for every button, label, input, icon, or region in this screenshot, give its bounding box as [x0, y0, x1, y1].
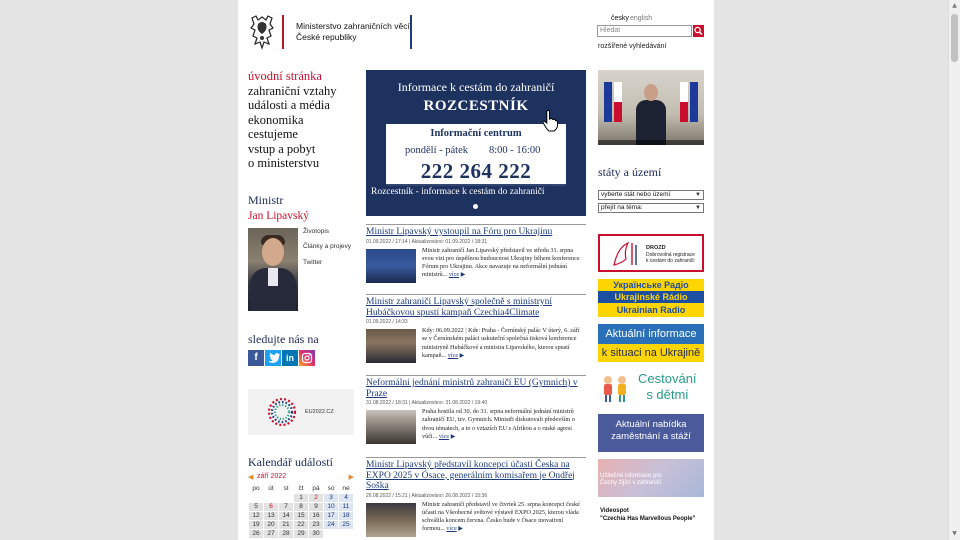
- calendar-day[interactable]: 18: [339, 512, 354, 521]
- calendar-day-header: út: [264, 485, 279, 494]
- eu-presidency-banner[interactable]: [248, 389, 354, 435]
- calendar-day[interactable]: 4: [339, 494, 354, 503]
- calendar-day: [249, 494, 264, 503]
- article-excerpt: Praha hostila od 30. do 31. srpna neformální jednání ministrů zahraničí EU, tzv. Gymnich. Ministři diskutovali především o dvou tématech, a to o vztazích EU s Afrikou a o ruské agresi vůči...: [422, 408, 575, 440]
- read-more-link[interactable]: více: [438, 432, 450, 440]
- drozd-line1: Dobrovolná registrace: [646, 251, 695, 258]
- article-date: 01.09.2022 / 17:14 | Aktualizováno: 01.09.2022 / 18:31: [366, 238, 488, 245]
- calendar-day-header: čt: [294, 485, 309, 494]
- news-article: [366, 224, 586, 280]
- minister-twitter-link[interactable]: Twitter: [303, 259, 323, 266]
- header-blue-divider: [410, 15, 412, 49]
- advanced-search-link[interactable]: rozšířené vyhledávání: [598, 43, 667, 50]
- arrow-right-icon: ▶: [460, 271, 466, 279]
- article-excerpt: Ministr zahraničí představil ve čtvrtek 25. srpna koncepci české účasti na Všeobecné světové výstavě EXPO 2025, kterou vláda schválila koncem června. Česko bude v Ósace inovativní formou...: [422, 500, 580, 533]
- calendar-day[interactable]: 19: [249, 521, 264, 530]
- article-thumbnail[interactable]: [366, 249, 416, 283]
- read-more-link[interactable]: více: [447, 351, 459, 359]
- calendar-next-icon[interactable]: ▶: [348, 474, 354, 481]
- eu2022-label: EU2022.CZ: [305, 409, 334, 415]
- calendar-day[interactable]: 15: [294, 512, 309, 521]
- czechs-abroad-banner[interactable]: [598, 459, 704, 497]
- radio-line-cz: Ukrajinské Rádio: [598, 291, 704, 303]
- country-select-value: vyberte stát nebo území: [601, 191, 671, 198]
- news-article: [366, 294, 586, 360]
- arrow-right-icon: ▶: [458, 525, 464, 533]
- chevron-down-icon: ▼: [695, 205, 701, 211]
- calendar-day[interactable]: 28: [279, 530, 294, 539]
- videospot-title: "Czechia Has Marvellous People": [600, 516, 696, 522]
- states-heading: státy a území: [598, 165, 662, 179]
- slider-info-box: [386, 124, 566, 186]
- calendar-day[interactable]: 23: [309, 521, 324, 530]
- news-article: [366, 375, 586, 441]
- ukraine-info-line2: k situaci na Ukrajině: [598, 344, 704, 362]
- scrollbar-thumb[interactable]: [951, 14, 958, 62]
- article-thumbnail[interactable]: [366, 410, 416, 444]
- radio-line-en: Ukrainian Radio: [598, 304, 704, 316]
- arrow-right-icon: ▶: [459, 351, 465, 359]
- job-line2: zaměstnání a stáží: [611, 431, 691, 442]
- ministry-name-line1: Ministerstvo zahraničních věcí: [296, 21, 410, 31]
- calendar-day: [324, 530, 339, 539]
- drozd-line2: k cestám do zahraničí: [646, 258, 695, 264]
- nav-item-foreign-relations[interactable]: zahraniční vztahy: [248, 83, 337, 98]
- slider-title: Informace k cestám do zahraničí: [397, 80, 555, 94]
- search-button[interactable]: [693, 25, 704, 37]
- calendar-day[interactable]: 1: [294, 494, 309, 503]
- job-offers-banner[interactable]: [598, 414, 704, 452]
- nav-item-about-ministry[interactable]: o ministerstvu: [248, 156, 320, 170]
- calendar-day[interactable]: 5: [249, 503, 264, 512]
- calendar-day[interactable]: 29: [294, 530, 309, 539]
- instagram-icon[interactable]: [299, 350, 315, 366]
- nav-item-travel[interactable]: cestujeme: [248, 127, 298, 141]
- search-icon: [693, 25, 704, 37]
- calendar-day[interactable]: 11: [339, 503, 354, 512]
- minister-cv-link[interactable]: Životopis: [303, 228, 330, 235]
- slider-subtitle: ROZCESTNÍK: [423, 98, 529, 114]
- nav-item-economy[interactable]: ekonomika: [248, 112, 304, 127]
- drozd-title: DROZD: [646, 245, 666, 251]
- calendar-day-header: ne: [339, 485, 354, 494]
- minister-photo[interactable]: [248, 228, 298, 311]
- country-select[interactable]: [598, 190, 704, 200]
- calendar-day[interactable]: 2: [309, 494, 324, 503]
- read-more-link[interactable]: více: [448, 271, 460, 279]
- calendar-day-header: st: [279, 485, 294, 494]
- slider-box-days: pondělí - pátek: [405, 145, 468, 156]
- calendar-grid: [248, 484, 354, 539]
- calendar-day[interactable]: 7: [279, 503, 294, 512]
- linkedin-icon[interactable]: in: [282, 350, 298, 366]
- calendar-day[interactable]: 20: [264, 521, 279, 530]
- calendar-day[interactable]: 22: [294, 521, 309, 530]
- chevron-down-icon: ▼: [695, 192, 701, 198]
- article-title-link[interactable]: Ministr zahraničí Lipavský společně s ministryní Hubáčkovou spustí kampaň Czechia4Climate: [366, 297, 553, 318]
- calendar-day[interactable]: 17: [324, 512, 339, 521]
- calendar-day[interactable]: 13: [264, 512, 279, 521]
- news-article: [366, 457, 586, 534]
- hand-cursor-icon: [542, 110, 558, 132]
- calendar-month-label: září 2022: [257, 473, 287, 480]
- czech-line1: Užitečné informace pro: [600, 473, 662, 479]
- slider-box-phone: 222 264 222: [420, 159, 532, 183]
- calendar-day[interactable]: 25: [339, 521, 354, 530]
- kids-line1: Cestování: [638, 371, 697, 386]
- calendar-heading: Kalendář událostí: [248, 455, 333, 469]
- calendar-day: [279, 494, 294, 503]
- kids-line2: s dětmi: [646, 387, 689, 402]
- article-title-link[interactable]: Neformální jednání ministrů zahraničí EU (Gymnich) v Praze: [366, 378, 578, 399]
- calendar-day[interactable]: 30: [309, 530, 324, 539]
- calendar-day[interactable]: 12: [249, 512, 264, 521]
- article-title-link[interactable]: Ministr Lipavský vystoupil na Fóru pro Ukrajinu: [366, 227, 553, 237]
- calendar-day-header: so: [324, 485, 339, 494]
- page: [238, 0, 714, 540]
- nav-item-entry-residence[interactable]: vstup a pobyt: [248, 141, 316, 156]
- search-input[interactable]: Hledat: [597, 25, 692, 37]
- nav-item-home[interactable]: úvodní stránka: [248, 69, 322, 83]
- main-navigation: [248, 69, 337, 171]
- calendar-month-nav: [248, 473, 354, 483]
- slider-caption[interactable]: Rozcestník - informace k cestám do zahraničí: [366, 184, 586, 204]
- arrow-right-icon: ▶: [450, 432, 456, 440]
- topic-select-value: přejít na téma:: [601, 204, 643, 211]
- videospot-link[interactable]: [600, 507, 695, 523]
- child-icon: [616, 375, 628, 403]
- article-excerpt: Ministr zahraničí Jan Lipavský představil ve středu 31. srpna svou vizi pro úspěšnou budoucnost Ukrajiny během konference Fórum pro Ukrajinu. Akce navazuje na neformální jednání ministrů...: [422, 246, 580, 279]
- job-line1: Aktuální nabídka: [615, 419, 687, 430]
- calendar-day[interactable]: 26: [249, 530, 264, 539]
- ministry-name[interactable]: [296, 21, 410, 43]
- topic-select[interactable]: [598, 203, 704, 213]
- nav-item-events-media[interactable]: události a média: [248, 98, 330, 112]
- page-scrollbar[interactable]: [948, 0, 960, 540]
- coat-of-arms-logo[interactable]: [248, 14, 276, 50]
- eu2022-logo-icon: [262, 392, 302, 432]
- article-thumbnail[interactable]: [366, 503, 416, 537]
- calendar-day[interactable]: 21: [279, 521, 294, 530]
- article-title-link[interactable]: Ministr Lipavský představil koncepci účasti Česka na EXPO 2025 v Ósace, generálním komisařem je Ondřej Soška: [366, 460, 575, 491]
- article-thumbnail[interactable]: [366, 329, 416, 363]
- ministry-name-line2: České republiky: [296, 32, 357, 42]
- calendar-day: [264, 494, 279, 503]
- calendar-prev-icon[interactable]: ◀: [248, 474, 254, 481]
- calendar-day-header: pá: [309, 485, 324, 494]
- calendar-day[interactable]: 10: [324, 503, 339, 512]
- calendar-day[interactable]: 6: [264, 503, 279, 512]
- drozd-banner[interactable]: [598, 234, 704, 272]
- calendar-day: [339, 530, 354, 539]
- calendar-day[interactable]: 27: [264, 530, 279, 539]
- article-date: 31.08.2022 / 18:31 | Aktualizováno: 31.08.2022 / 19:40: [366, 400, 488, 406]
- article-date: 26.08.2022 / 15:21 | Aktualizováno: 26.08.2022 / 15:36: [366, 492, 488, 499]
- calendar-day[interactable]: 24: [324, 521, 339, 530]
- radio-line-ua: Українське Радіо: [598, 279, 704, 291]
- ukraine-info-line1: Aktuální informace: [598, 324, 704, 344]
- ukrainian-radio-banner[interactable]: [598, 279, 704, 317]
- hero-slider[interactable]: [366, 70, 586, 216]
- calendar-day[interactable]: 8: [294, 503, 309, 512]
- calendar-day[interactable]: 3: [324, 494, 339, 503]
- minister-video[interactable]: [598, 70, 704, 145]
- slider-dot[interactable]: [473, 204, 478, 209]
- calendar-day[interactable]: 9: [309, 503, 324, 512]
- lang-czech-link[interactable]: česky: [611, 15, 629, 22]
- article-excerpt: Kdy: 06.09.2022 | Kde: Praha - Černínský palác V úterý, 6. září se v Černínském paláci uskuteční společná tisková konference ministryně Hubáčkové a ministra Lipavského, kterou spustí kampaň...: [422, 327, 580, 359]
- header-red-divider: [282, 15, 284, 49]
- lang-english-link[interactable]: english: [630, 15, 653, 22]
- calendar-day[interactable]: 16: [309, 512, 324, 521]
- drozd-bird-icon: [604, 237, 644, 271]
- minister-heading: Ministr: [248, 193, 284, 207]
- czech-line2: Čechy žijící v zahraničí: [600, 480, 662, 486]
- travel-with-kids-banner[interactable]: [598, 369, 704, 407]
- minister-name-link[interactable]: Jan Lipavský: [248, 210, 310, 222]
- minister-articles-link[interactable]: Články a projevy: [303, 243, 352, 250]
- follow-us-heading: sledujte nás na: [248, 332, 319, 346]
- ukraine-info-banner[interactable]: [598, 324, 704, 362]
- slider-box-hours: 8:00 - 16:00: [489, 145, 541, 156]
- read-more-link[interactable]: více: [446, 525, 457, 533]
- scroll-down-icon[interactable]: ▼: [952, 530, 957, 537]
- scroll-up-icon[interactable]: ▲: [952, 2, 957, 9]
- twitter-icon[interactable]: [265, 350, 281, 366]
- slider-box-title: Informační centrum: [430, 128, 522, 139]
- videospot-label: Videospot: [600, 508, 629, 514]
- child-icon: [602, 375, 614, 403]
- calendar-day-header: po: [249, 485, 264, 494]
- calendar-day[interactable]: 14: [279, 512, 294, 521]
- facebook-icon[interactable]: f: [248, 350, 264, 366]
- article-date: 01.09.2022 / 14:33: [366, 319, 408, 325]
